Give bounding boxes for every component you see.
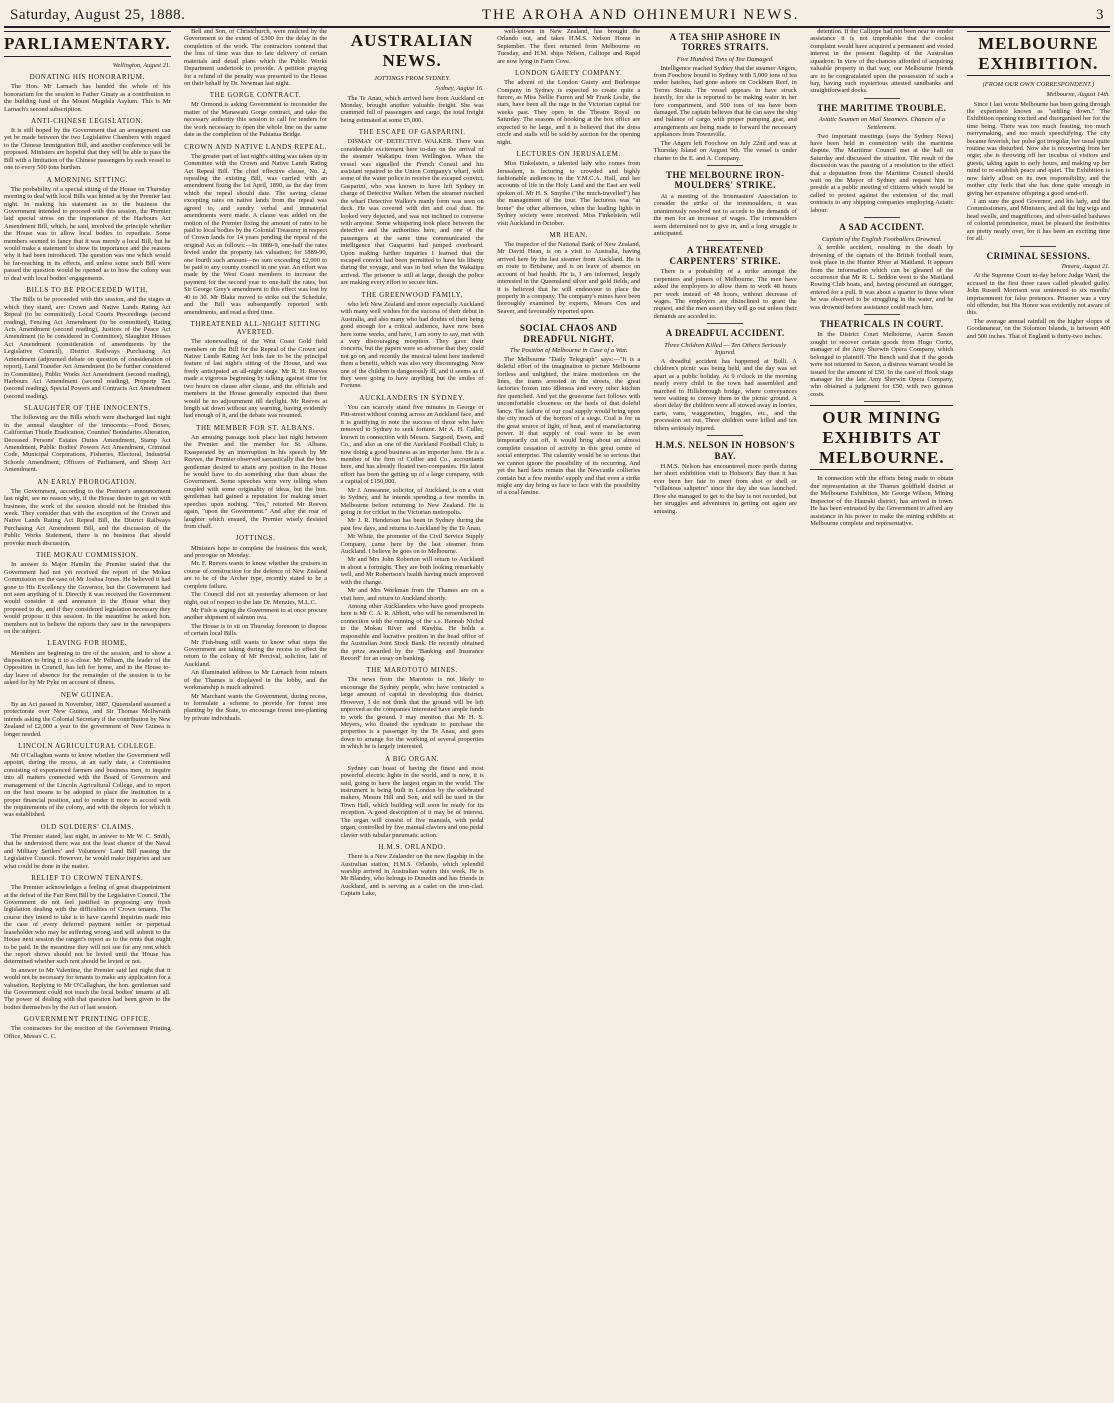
paragraph: The average annual rainfall on the higher slopes of Goodananear, on the Solomon Islands, is between 400 and 500 inches. That of England is thirty-two inches. [966, 317, 1110, 340]
column-1 [4, 28, 171, 1400]
column-2 [184, 28, 327, 1400]
paragraph: Mr Fish-bung still wants to know what steps the Government are taking during the recess to effect the return to the colony of Mr Percival, solicitor, late of Auckland. [183, 638, 328, 668]
section-heading: BILLS TO BE PROCEEDED WITH. [26, 286, 149, 295]
article-divider [864, 401, 900, 402]
paragraph: Among other Aucklanders who have good prospects here is Mr C. A. R. Abbott, who will be remembered in connection with the running of the s.s. Hannah Nichol to the Mokau River and Kawhia. He holds a responsible and lucrative position in the head office of the Australian Joint Stock Bank. He recently obtained the prize awarded by the "Banking and Insurance Record" for an essay on banking. [340, 602, 484, 662]
paragraph: The Melbourne "Daily Telegraph" says:—"It is a doleful effort of the imagination to picture Melbourne fortless and unlighted, the trains motionless on the lines, the trams arrested in the streets, the great factories frozen into idleness and every other kitchen fire quenched. And yet the gruesome fact follows with uncomfortable closeness on the heels of that doleful fancy. The failure of our coal supply would bring upon the city much of the horrors of a siege. Coal is for us the great source of light, of heat, and of manufacturing power. If that supply of coal were to be even temporarily cut off, it would bring about an almost complete cessation of activity in this great centre of social enterprise. The calamity would be so serious that we cannot ignore the possibility of its occurring. And yet the hard facts remain that the Newcastle collieries contain but a few months' supply and that even a strike might any day bring us face to face with the possibility of a coal famine. [497, 355, 641, 497]
paragraph: Mr and Mrs John Roberton will return to Auckland in about a fortnight. They are both looking remarkably well, and Mr Robertson's health having much improved with the change. [340, 556, 484, 586]
paragraph: Mr Fish is urging the Government to at once procure another shipment of salmon ova. [183, 606, 328, 622]
paragraph: There is a probability of a strike amongst the carpenters and joiners of Melbourne. The men have asked the employers to allow them to work 48 hours per week instead of 48 hours, without decrease of wages. The employers are disinclined to grant the request, and the men assert they will go out unless their demands are acceded to. [653, 268, 797, 320]
paragraph: In the District Court Melbourne, Aaron Saxon sought to recover certain goods from Hugo Coritz, manager of the Amy Sherwin Opera Company, which belonged to plaintiff. The Bench said that if the goods were not returned to Saxon, a distress warrant would be issued for the amount of £50. In the case of Hook stage manager for the late Amy Sherwin Opera Company, who obtained a judgment for £50, with two guineas costs. [810, 331, 954, 398]
paragraph: Mr Marchant wants the Government, during recess, to formulate a scheme to provide for forest tree planting by the State, to encourage forest tree-planting by private individuals. [183, 692, 328, 722]
section-heading: NEW GUINEA. [60, 690, 114, 699]
article-subheadline: Five Hundred Tons of Tea Damaged. [676, 55, 774, 63]
section-heading: THE MOKAU COMMISSION. [35, 551, 139, 560]
column-container [4, 28, 1110, 1400]
paragraph: I am sure the good Governor, and his lady, and the Commissioners, and Ministers, and all the big wigs and head swells, and magnificoes, and silver-tailed bashaws of colonial prominence, must be pleased the festivities are pretty nearly over, for it has been an exciting time for all. [966, 197, 1110, 243]
article [654, 32, 797, 166]
column-4 [497, 28, 640, 1400]
article-subheadline: The Position of Melbourne in Case of a War. [509, 347, 628, 355]
article-headline: A DREADFUL ACCIDENT. [665, 328, 785, 339]
paragraph: who left New Zealand and more especially Auckland with many well wishes for the success of their debut in Australia, and also many who had doubts of their being good enough for a critical audience, have now been here some weeks, and have, I am sorry to say, met with a very discouraging reception. They gave their concerts, but the papers were so adverse that they could not go on, and recently the musical talent here tendered them a benefit, which was also very discouraging. Now one of the children is dangerously ill, and it seems as if they were going to have anything but the smiles of Fortune. [340, 300, 484, 390]
issue-date: Saturday, August 25, 1888. [10, 7, 186, 23]
article-headline: PARLIAMENTARY. [4, 31, 171, 57]
section-heading: DONATING HIS HONORARIUM. [29, 73, 145, 82]
article-subheadline: (FROM OUR OWN CORRESPONDENT.) [982, 81, 1095, 89]
paragraph: Bell and Son, of Christchurch, were mulcted by the Government to the extent of £300 for the delay in the completion of the work. The contractors contend that the loss of time was due to late delivery of certain materials and detail plans which the Public Works Department undertook to provide. A petition praying for a refund of the penalty was presented to the House on their behalf by Dr. Newman last night. [183, 28, 328, 87]
paragraph: The Te Anau, which arrived here from Auckland on Monday, brought another valuable freight. She was crammed full of passengers and cargo, the total freight being estimated at some £5,000. [340, 94, 484, 124]
article-headline: THE MELBOURNE IRON-MOULDERS' STRIKE. [665, 170, 785, 191]
section-heading: LEAVING FOR HOME. [47, 639, 128, 648]
paragraph: An amusing passage took place last night between the Premier and the member for St. Albans. Exasperated by an interruption in his speech by Mr Reeves, the Premier observed sarcastically that the hon. gentleman desired to attain any position in the House he would have to do something else than abuse the Government. Some speeches were very telling when coupled with some originality of ideas, but the hon. gentleman had gained a reputation for making smart speeches upon nothing. "Yes," retorted Mr Reeves again, "upon the Government." And after the roar of laughter which ensued, the Premier wisely desisted from chaff. [183, 433, 328, 531]
column-7 [967, 28, 1110, 1400]
paragraph: Mr J. Anneanne, solicitor, of Auckland, is on a visit to Sydney, and he intends spending a few months in Melbourne before returning to New Zealand. He is going in for cricket in the Victorian metropolis. [340, 486, 484, 516]
paragraph: The Premier acknowledges a feeling of great disappointment at the defeat of the Fair Rent Bill by the Legislative Council. The Government do not feel justified in proposing any fresh legislation dealing with the difficulties of Crown tenants. The course they intend to take is to have careful inquiries made into the case of every deferred payment settler or perpetual leaseholder who may be suffering wrong, and will submit to the House next session the ranger's report as to the rents that ought to be paid. In the meantime they will not sue for any rent which the report shows should not be levied until the House has determined whether such rent should be levied or not. [4, 884, 171, 966]
section-heading: OLD SOLDIERS' CLAIMS. [40, 822, 134, 831]
paragraph: There is a New Zealander on the new flagship in the Australian station, H.M.S. Orlando, which splendid warship arrived in Australian waters this week. He is Mr Blandry, who belongs to Dunedin and has friends in Auckland, and is serving as a cadet on the iron-clad. Captain Lake, [340, 853, 484, 898]
article [810, 103, 953, 218]
article-headline: OUR MINING EXHIBITS AT MELBOURNE. [810, 405, 953, 470]
paragraph: The advent of the London Gaiety and Burlesque Company in Sydney is expected to create quite a furore, as Miss Nellie Farren and Mr Frank Leslie, the stars, have been all the rage in the Victorian capital for weeks past. They open in the Theatre Royal on Saturday. The seasons of booking at the box office are expected to be large, and it is believed that the dress circle and stalls will be sold by auction for the opening night. [497, 79, 641, 146]
section-heading: H.M.S. ORLANDO. [378, 843, 446, 852]
column-5 [654, 28, 797, 1400]
paragraph: well-known in New Zealand, has brought the Orlando out, and takes H.M.S. Nelson Home in September. The fleet returned from Melbourne on Tuesday, and H.M. ships Nelson, Calliope and Rapid are now lying in Farm Cove. [497, 28, 641, 65]
paragraph: In answer to Mr Valentine, the Premier said last night that it would not be necessary for tenants to make any application for a valuation. Replying to Mr O'Callaghan, the hon. gentleman said the Government could not touch the local bodies' tenants at all. The power of dealing with that question had been given to the bodies themselves by the Act of last session. [4, 966, 171, 1011]
paragraph: Mr O'Callaghan wants to know whether the Government will appoint, during the recess, at an early date, a Commission consisting of experienced farmers and business men, to inquire into all matters connected with the Board of Governors and management of the Lincoln Agricultural College, and to report on the best means to be adopted to place the institution in a proper financial position, and to render it more in accord with the requirements of the colony, and with the objects for which it was established. [4, 752, 171, 819]
column-3 [341, 28, 484, 1400]
paragraph: It is still hoped by the Government that an arrangement can yet be made between the two Legislative Chambers with regard to the Chinese Immigration Bill, and another conference will be proposed. Ministers are hopeful that they will be able to pass the Bill with a limitation of the Chinese passengers by each vessel to one to every 500 tons burthen. [4, 127, 171, 172]
paragraph: The following are the Bills which were discharged last night in the annual slaughter of the innocents:—Food Boxes, Californian Thistle Eradication, Counties' Boundaries Alteration, Deceased Persons' Estates Duties Amendment, Stamp Act Amendment, Public Bodies' Powers Act Amendment, Criminal Code, Municipal Corporations, Fisheries, Electoral, Industrial Schools Amendment, Officers of Parliament, and Sheep Act Amendment. [4, 414, 171, 474]
paragraph: A terrible accident, resulting in the death by drowning of the captain of the British football team, took place in the Hunter River at Maitland. It appears from the information which can be gleaned of the occurrence that Mr R. L. Seddon went to the Maitland Rowing Club boats, and, having procured an outrigger, entered for a pull. It was about a quarter to three when he was observed to be struggling in the water, and he was drowned before assistance could reach him. [810, 244, 954, 311]
article-divider [551, 318, 587, 319]
article [810, 28, 953, 99]
article-divider [864, 98, 900, 99]
article [654, 170, 797, 241]
article-headline: A TEA SHIP ASHORE IN TORRES STRAITS. [669, 32, 781, 53]
section-heading: SLAUGHTER OF THE INNOCENTS. [23, 404, 151, 413]
paragraph: detention. If the Calliope had not been near to render assistance it is not improbable that the coolest complaint would have acquired a permanent and vested interest in the present flagship of the Australian squadron. In view of the chances afforded of acquiring valuable property in that way, our Melbourne friends are to be congratulated upon the possession of such a bay, having such mysterious attested sandbanks and straightforward docks. [810, 28, 954, 95]
article [654, 328, 797, 436]
section-heading: THE MEMBER FOR ST. ALBANS. [196, 423, 316, 432]
article-headline: A SAD ACCIDENT. [839, 222, 925, 233]
article [497, 28, 640, 319]
section-heading: RELIEF TO CROWN TENANTS. [31, 874, 144, 883]
article [4, 31, 171, 1040]
article-subheadline: JOTTINGS FROM SYDNEY. [374, 75, 451, 83]
section-heading: THREATENED ALL-NIGHT SITTING AVERTED. [190, 319, 321, 337]
article-subheadline: Captain of the English Footballers Drowned. [822, 235, 942, 243]
paragraph: By an Act passed in November, 1887, Queensland assumed a protectorate over New Guinea, and Sir Thomas McIlwraith intends asking the Colonial Secretary if the contribution by New Zealand of £2,000 a year to the government of New Guinea is longer needed. [4, 700, 171, 738]
section-heading: A MORNING SITTING. [46, 175, 128, 184]
article-headline: THE MARITIME TROUBLE. [817, 102, 947, 113]
paragraph: The Angers left Foochow on July 22nd and was at Thursday Island on August 9th. The vessel is under charter to the E. and A. Company. [653, 139, 797, 162]
paragraph: An illuminated address to Mr Larnach from miners of the Thames is displayed in the lobby, and the workmanship is much admired. [183, 669, 328, 692]
article-subheadline: Asiatic Seamen on Mail Steamers. Chances of a Settlement. [818, 116, 945, 131]
paragraph: In answer to Major Hamlin the Premier stated that the Government had not yet received the report of the Mokau Commission on the case of Mr Joshua Jones. He believed it had gone to His Excellency the Governor, but the Government had not seen anything of it. Directly it was received the Government would consider it and announce to the House what they proposed to do, and if they considered legislation necessary they would propose it this session. In the meantime he asked hon. members not to believe the reports they saw in the newspapers on the subject. [4, 561, 171, 636]
article [810, 405, 953, 527]
paragraph: The stonewalling of the West Coast Gold field members on the Bill for the Repeal of the Crown and Native Lands Rating Act bids fair to be the principal feature of last night's sitting of the House, and was freely anticipated an all-night siege. Mr R. H. Reeves made a vigorous beginning by talking against time for two hours on clause after clause, and the officials and members in the House generally expected that there would be no adjournment till daylight. Mr Reeves at length sat down without any warning, having evidently had enough of it, and the debate was resumed. [183, 338, 328, 420]
newspaper-title: THE AROHA AND OHINEMURI NEWS. [481, 7, 800, 23]
paragraph: Ministers hope to complete the business this week, and prorogue on Monday. [183, 544, 328, 559]
article-divider [707, 165, 743, 166]
paragraph: Mr J. R. Henderson has been in Sydney during the past few days, and returns to Auckland by the Te Anau. [340, 517, 484, 532]
paragraph: The Hon. Mr Larnach has handed the whole of his honorarium for the session to Father Ginaty as a contribution to the building fund of the Mount Magdala Asylum. This is Mr Larnach's second subscription. [4, 83, 171, 113]
article-subheadline: Three Children Killed — Ten Others Seriously Injured. [664, 341, 787, 357]
section-heading: AUCKLANDERS IN SYDNEY. [359, 393, 465, 402]
paragraph: Members are beginning to tire of the session, and to show a disposition to bring it to a close. Mr Pelham, the leader of the Opposition in Council, has left for home, and in the House to-day leave of absence for the remainder of the session is to be asked for by Mr Pyke on account of illness. [4, 649, 171, 687]
article [341, 31, 484, 898]
dateline: Melbourne, August 14th. [1046, 91, 1110, 99]
article [967, 251, 1110, 341]
section-heading: JOTTINGS. [235, 534, 276, 543]
section-heading: THE MAROTOTO MINES. [366, 666, 458, 675]
paragraph: Miss Finkelstein, a talented lady who comes from Jerusalem, is lecturing to crowded and highly fashionable audiences in the Y.M.C.A. Hall, and her accounts of life in the Holy Land and the East are well spoken of. Mr H. S. Smythe ("the much-travelled") has the management of the tour. The lecturess was "at home" the other afternoon, when the leading lights in Sydney society were received. Miss Finkelstein will visit Auckland in October. [497, 160, 641, 227]
section-heading: LECTURES ON JERUSALEM. [516, 150, 621, 159]
paragraph: The Bills to be proceeded with this session, and the stages at which they stand, are: Crown and Native Lands Rating Act Repeal (to be committed), Local Courts Proceedings (second reading), Fencing Act Amendment (to be committed), Rating Acts Amendment (second reading), Justices of the Peace Act Amendment (to be considered in Committee), Slaughter Houses Act Amendment (consideration of amendments by the Legislative Council), District Railways Purchasing Act Amendment (adjourned debate on question of consideration of report), Land Transfer Act Amendment (to be further considered in Committee), Public Works Act Amendment (second reading), Harbours Act Amendment (second reading), Property Tax (second reading), Special Powers and Contracts Act Amendment (second reading). [4, 296, 171, 400]
section-heading: GOVERNMENT PRINTING OFFICE. [23, 1015, 151, 1024]
section-heading: AN EARLY PROROGATION. [37, 477, 138, 486]
article [654, 245, 797, 324]
section-heading: CROWN AND NATIVE LANDS REPEAL. [184, 142, 327, 151]
section-heading: THE ESCAPE OF GASPARINI. [358, 128, 466, 137]
paragraph: The Government, according to the Premier's announcement last night, see no reason why, if the House desire to get on with business, the work of the session should not be finished this week. They consider that with the exception of the Crown and Native Lands Rating Act Repeal Bill, the District Railways Purchasing Act Amendment Bill, and the discussion of the Public Works Statement, there is no business that should provoke much discussion. [4, 487, 171, 547]
paragraph: DISMAY OF DETECTIVE WALKER. There was considerable excitement here to-day on the arrival of the steamer Wakatipu from Wellington. When the vessel was signalled the French Consul and his assistant repaired to the Union Company's wharf, with some of the water police to receive the escaped convict, Gasparini, who was known to have left Sydney in charge of Detective Walker. When the steamer reached the wharf Detective Walker's manly form was seen on deck. He was covered with dirt and coal dust. He looked very dejected, and was not inclined to converse with anyone. Some whispering took place between the detective and the authorities here, and one of the passengers at the same time communicated the intelligence that Gasparini had jumped overboard. Upon making further inquiries I learned that the escaped convict had been permitted to have his liberty during the voyage, and was in bed when the Wakatipu arrived. The prisoner is still at large, though the police are making every effort to secure him. [340, 138, 484, 287]
article [654, 440, 797, 515]
article-headline: MELBOURNE EXHIBITION. [967, 31, 1110, 76]
paragraph: At a meeting of the Ironmasters' Association to consider the strike of the ironmoulders, it was unanimously resolved not to accede to the demands of the men for an increase of wages. The ironmoulders seem determined not to give in, and a long struggle is anticipated. [653, 192, 797, 237]
paragraph: Two important meetings (says the Sydney News) have been held in connection with the maritime dispute. The Maritime Council met at the hall on Saturday and discussed the situation. The result of the discussion was the passing of a resolution to the effect that a deputation from the Maritime Council should wait on the Mayor of Sydney and request him to preside at a public meeting of citizens which would be called to protest against the extension of the mail contracts to any shipping companies employing Asiatic labour. [810, 132, 954, 214]
article-divider [707, 323, 743, 324]
section-heading: A BIG ORGAN. [385, 754, 440, 763]
paragraph: Mr White, the promoter of the Civil Service Supply Company, came here by the last steamer from Auckland. I believe he goes on to Melbourne. [340, 533, 484, 556]
paragraph: Intelligence reached Sydney that the steamer Angers, from Foochow bound to Sydney with 5,000 tons of tea under hatches, had gone ashore on Cockburn Reef, in Torres Straits. The vessel appears to have struck heavily, for she is reported to be making water in her fore compartment, and 500 tons of tea have been damaged. The captain believes that he can save the ship and balance of cargo with proper pumping gear, and arrangements are being made to forward the necessary appliances from Townsville. [653, 64, 797, 139]
article-divider [864, 314, 900, 315]
paragraph: At the Supreme Court to-day before Judge Ward, the accused in the first three cases called pleaded guilty. John Russell Morrison was sentenced to six months' imprisonment for false pretences. Prisoner was a very old offender, but His Honor was evidently not aware of this. [966, 272, 1110, 317]
article-divider [864, 217, 900, 218]
paragraph: The Premier stated, last night, in answer to Mr W. C. Smith, that he understood there was not the least chance of the Naval and Military Settlers' and Volunteers' Land Bill passing the Legislative Council. However, he would make inquiries and see what could be done in the matter. [4, 832, 171, 870]
article-headline: A THREATENED CARPENTERS' STRIKE. [669, 245, 781, 266]
paragraph: The news from the Marototo is not likely to encourage the Sydney people, who have contracted a large amount of capital in developing this district. However, I do not think that the ground will be left unproved as the companies interested have ample funds to work the ground. I may mention that Mr H. S. Meyers, who floated the syndicate to purchase the properties is a passenger by the Te Anau, and goes down to arrange for the working of several properties in which he is largely interested. [340, 676, 484, 751]
paragraph: The Council did not sit yesterday afternoon or last night, out of respect to the late Dr. Menzies, M.L.C. [183, 591, 328, 606]
section-heading: THE GREENWOOD FAMILY, [361, 290, 463, 299]
article-headline: AUSTRALIAN NEWS. [350, 31, 474, 70]
article-headline: THEATRICALS IN COURT. [819, 319, 944, 330]
paragraph: The House is to sit on Thursday forenoon to dispose of certain local Bills. [183, 622, 328, 638]
dateline: Timaru, August 21. [1061, 262, 1110, 270]
section-heading: LONDON GAIETY COMPANY. [515, 69, 623, 78]
article-headline: CRIMINAL SESSIONS. [986, 250, 1091, 261]
paragraph: Mr and Mrs Workman from the Thames are on a visit here, and return to Auckland shortly. [340, 587, 484, 602]
article-divider [707, 240, 743, 241]
article [967, 31, 1110, 247]
page-number: 3 [1096, 7, 1104, 23]
article-headline: SOCIAL CHAOS AND DREADFUL NIGHT. [519, 323, 618, 344]
article-divider [707, 435, 743, 436]
paragraph: You can scarcely stand five minutes in George or Pitt-street without coming across an Auckland face, and it is gratifying to note the success of those who have removed to Sydney to seek fortune. Mr A. H. Culler, known in connection with Messrs. Sargood, Ewen, and Co., and also as one of the Auckland Football Club, is now doing a good business as an importer here. He is a member of the firm of Collier and Co., accountants here, and has already floated two companies. His latest effort has been the getting up of a large company, with a capital of £150,000. [340, 404, 484, 486]
section-heading: THE GORGE CONTRACT. [209, 91, 302, 100]
article-divider [1020, 246, 1056, 247]
article [810, 319, 953, 402]
section-heading: MR HEAN. [549, 230, 588, 239]
dateline: Wellington, August 21. [112, 61, 171, 69]
column-6 [810, 28, 953, 1400]
paragraph: H.M.S. Nelson has encountered more perils during her short exhibition visit to Hobson's Bay than it has ever been her fate to meet from shot or shell or "villainous saltpetre" since the day she was launched. How she managed to get to the bay is not recorded, but her struggles and adventures in getting out again are amusing. [653, 463, 797, 515]
article [810, 222, 953, 315]
paragraph: Mr. F. Reeves wants to know whether the cruisers in course of construction for the defence of New Zealand are to be of the Archer type, recently stated to be a complete failure. [183, 560, 328, 590]
section-heading: LINCOLN AGRICULTURAL COLLEGE. [18, 741, 157, 750]
paragraph: Since I last wrote Melbourne has been going through the experience known as "settling down." The Exhibition opening excited and disorganised her for the time being. There was too much feasting, too much merrymaking, and too much speechifying. The city became feverish, her pulse got irregular, her usual quite routine was disturbed. Now she is recovering from her orgie; she is throwing off her incubus of visitors and guests, taking again to early hours, and making up her mind to re-establish peace and quiet. The Exhibition is now fairly afloat on its own responsibility, and the mother city feels that she has done quite enough in giving her expansive offspring a good send-off. [966, 100, 1110, 197]
paragraph: The inspector of the National Bank of New Zealand, Mr David Hean, is on a visit to Australia, having arrived here by the last steamer from Auckland. He is en route to Brisbane, and is on leave of absence on account of bad health. He is, I am informed, largely interested in the Queensland silver and gold fields, and it is believed that he will endeavour to place the property in a company. The company's mines have been thoroughly examined by experts, Messrs Cox and Seaver, and favourably reported upon. [497, 241, 641, 315]
paragraph: Mr Ormond is asking Government to reconsider the matter of the Manawatu Gorge contract, and take the necessary authority this session to call for tenders for the work necessary to open the whole line on the same date as the completion of the Pahiatua Bridge. [183, 101, 328, 139]
article-headline: H.M.S. NELSON IN HOBSON'S BAY. [655, 440, 795, 461]
paragraph: The greater part of last night's sitting was taken up in Committee with the Crown and Native Lands Rating Act Repeal Bill. The chief effective clause, No. 2, repealing the existing Bill, was carried with an amendment fixing the 1st April, 1890, as the day from which the repeal should date. The saving clause excepting rates on native lands from the repeal was agreed to, and sundry verbal and immaterial amendments were made. A clause was added on the motion of the Premier fixing the amount of rates to be paid to local bodies by the Colonial Treasurer in respect of Crown lands for 14 years pending the repeal of the original Act as follows:—In 1889-9, one-half the rates levied under the property tax valuation; for 1889-90, one fourth such amount—no sum exceeding £2,000 to be paid to any county council in one year. An effort was made by the West Coast members to increase the payment for the second year to one-half the rates, but Sir George Grey's amendment to this effect was lost by 40 to 30. Mr Blake moved to strike out the Schedule, and the Bill was subsequently reported with amendments, and read a third time. [183, 152, 328, 316]
paragraph: The probability of a special sitting of the House on Thursday morning to deal with local Bills was hinted at by the Premier last night. In making his statement as to the business the Government intended to proceed with this session, the Premier laid special stress on the importance of the Harbours Act Amendment Bill, which, he said, involved the principle whether the House was to allow local bodies to repudiate. Some members seemed to fancy that it was merely a local Bill, but he would make a statement to show its importance and the reasons why it had been introduced. The question was one which would be far-reaching in its effects, and unless some such Bill were passed the question would be opened as to how the colony was to deal with local bodies' engagements. [4, 185, 171, 282]
paragraph: A dreadful accident has happened at Bulli. A children's picnic was being held, and the day was set apart as a public holiday. At 9 o'clock in the morning nearly every child in the town had assembled and marched to Hillsborough bridge, where conveyances were waiting to convey them to the picnic ground. A short delay the children were all stowed away in lorries, carts, vans, waggonettes, buggies, etc., and the procession set out. Three children were killed and ten others seriously injured. [653, 357, 797, 432]
paragraph: In connection with the efforts being made to obtain due representation at the Thames goldfield district at the Melbourne Exhibition, Mr George Wilson, Mining Inspector of the Hauraki district, has arrived in town. He has been entrusted by the Government to afford any assistance in his power to make the mining exhibits at Melbourne complete and representative. [810, 475, 954, 527]
masthead [4, 0, 1110, 28]
dateline: Sydney, August 16. [435, 85, 484, 93]
paragraph: Sydney can boast of having the finest and most powerful electric lights in the world, and is now, it is said, going to have the largest organ in the world. The instrument is being built in London by the celebrated makers, Messrs Hill and Son, and will be used in the Town Hall, which building will soon be ready for its reception. A good description of it may be of interest. The organ will consist of five manuals, with pedal organ, controlled by five manual claviers and one pedal clavier with tubular pneumatic action. [340, 764, 484, 839]
section-heading: ANTI-CHINESE LEGISLATION. [31, 116, 144, 125]
article [497, 323, 640, 497]
paragraph: The contractors for the erection of the Government Printing Office, Messrs C. C. [4, 1025, 171, 1040]
article [184, 28, 327, 722]
